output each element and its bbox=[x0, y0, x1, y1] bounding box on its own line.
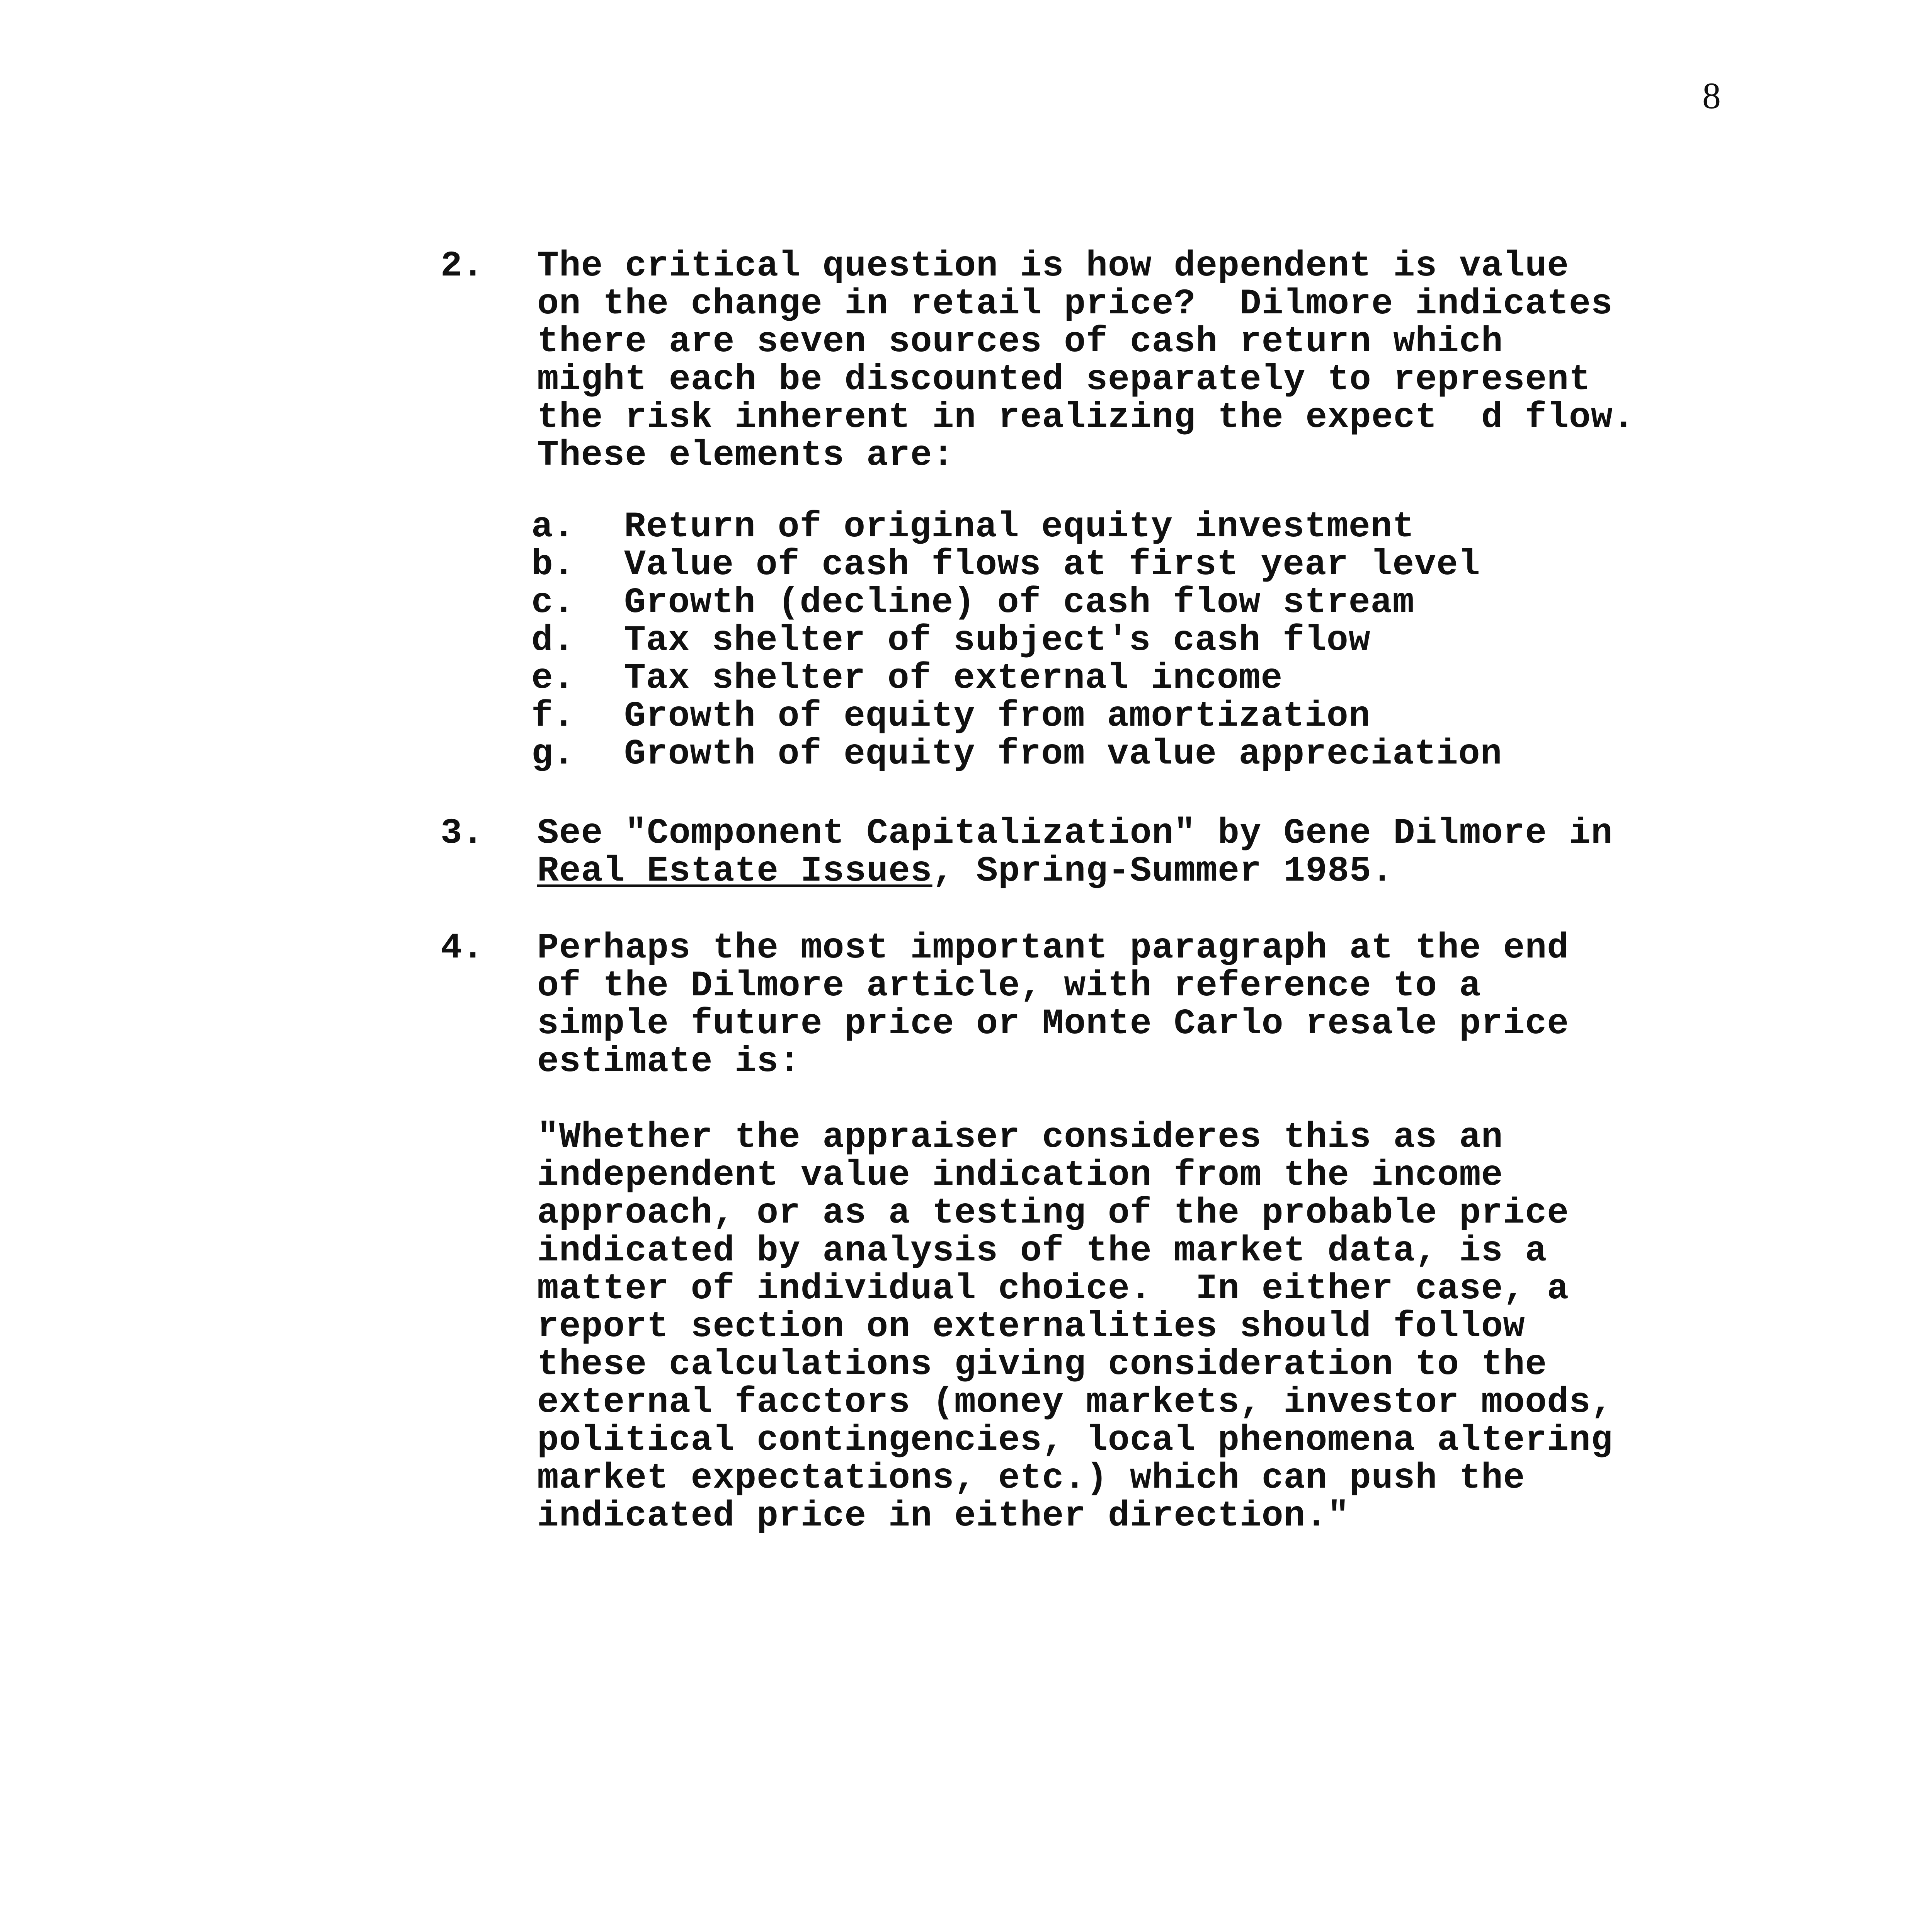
list-item bbox=[531, 660, 1807, 697]
quote-line: political contingencies, local phenomena altering bbox=[537, 1420, 1613, 1461]
list-item bbox=[531, 584, 1807, 622]
journal-title: Real Estate Issues bbox=[537, 851, 932, 891]
quote-line: indicated price in either direction." bbox=[537, 1496, 1349, 1536]
note-4-text bbox=[537, 929, 1890, 1081]
note-2-line: on the change in retail price? Dilmore indicates bbox=[537, 284, 1613, 324]
list-item bbox=[531, 508, 1807, 546]
note-2-line: there are seven sources of cash return which bbox=[537, 321, 1503, 362]
list-item-letter: c. bbox=[531, 582, 575, 623]
note-3-number: 3. bbox=[441, 813, 484, 854]
quote-line: independent value indication from the income bbox=[537, 1155, 1503, 1196]
list-item-text: Tax shelter of subject's cash flow bbox=[624, 620, 1371, 661]
page-number: 8 bbox=[1702, 75, 1721, 116]
list-item-text: Growth (decline) of cash flow stream bbox=[624, 582, 1415, 623]
list-item-text: Value of cash flows at first year level bbox=[624, 544, 1480, 585]
note-4-number: 4. bbox=[441, 928, 484, 968]
list-item-letter: g. bbox=[531, 734, 575, 774]
list-item bbox=[531, 697, 1807, 735]
quote-line: approach, or as a testing of the probable price bbox=[537, 1193, 1569, 1233]
list-item-letter: e. bbox=[531, 658, 575, 699]
note-4-line: Perhaps the most important paragraph at the end bbox=[537, 928, 1569, 968]
list-item-text: Growth of equity from value appreciation bbox=[624, 734, 1503, 774]
note-4-line: of the Dilmore article, with reference to a bbox=[537, 966, 1481, 1006]
quote-line: external facctors (money markets, investor moods, bbox=[537, 1382, 1613, 1423]
quote-line: matter of individual choice. In either case, a bbox=[537, 1269, 1569, 1309]
dilmore-quote bbox=[537, 1119, 1890, 1535]
note-2-number: 2. bbox=[441, 246, 484, 286]
list-item-text: Growth of equity from amortization bbox=[624, 696, 1371, 736]
note-2-line: The critical question is how dependent is value bbox=[537, 246, 1569, 286]
journal-date: , Spring-Summer 1985. bbox=[932, 851, 1394, 891]
quote-line: report section on externalities should follow bbox=[537, 1306, 1525, 1347]
note-4-line: estimate is: bbox=[537, 1041, 801, 1082]
quote-line: indicated by analysis of the market data, is a bbox=[537, 1231, 1547, 1271]
list-item-letter: b. bbox=[531, 544, 575, 585]
list-item-text: Tax shelter of external income bbox=[624, 658, 1283, 699]
note-2-line: These elements are: bbox=[537, 435, 955, 476]
list-item-text: Return of original equity investment bbox=[624, 507, 1415, 547]
list-item-letter: f. bbox=[531, 696, 575, 736]
note-2-line: might each be discounted separately to represent bbox=[537, 359, 1591, 400]
note-2-line: the risk inherent in realizing the expect d flow. bbox=[537, 397, 1635, 438]
list-item bbox=[531, 622, 1807, 660]
list-item bbox=[531, 546, 1807, 584]
note-3-line: See "Component Capitalization" by Gene Dilmore in bbox=[537, 813, 1613, 854]
elements-list bbox=[531, 508, 1807, 773]
list-item bbox=[531, 735, 1807, 773]
quote-line: market expectations, etc.) which can push the bbox=[537, 1458, 1525, 1498]
note-3-line-2 bbox=[537, 852, 1890, 890]
list-item-letter: d. bbox=[531, 620, 575, 661]
note-4-line: simple future price or Monte Carlo resale price bbox=[537, 1003, 1569, 1044]
quote-line: "Whether the appraiser consideres this as an bbox=[537, 1117, 1503, 1158]
quote-line: these calculations giving consideration to the bbox=[537, 1344, 1547, 1385]
note-3-text bbox=[537, 815, 1890, 890]
list-item-letter: a. bbox=[531, 507, 575, 547]
note-2-text bbox=[537, 247, 1890, 474]
